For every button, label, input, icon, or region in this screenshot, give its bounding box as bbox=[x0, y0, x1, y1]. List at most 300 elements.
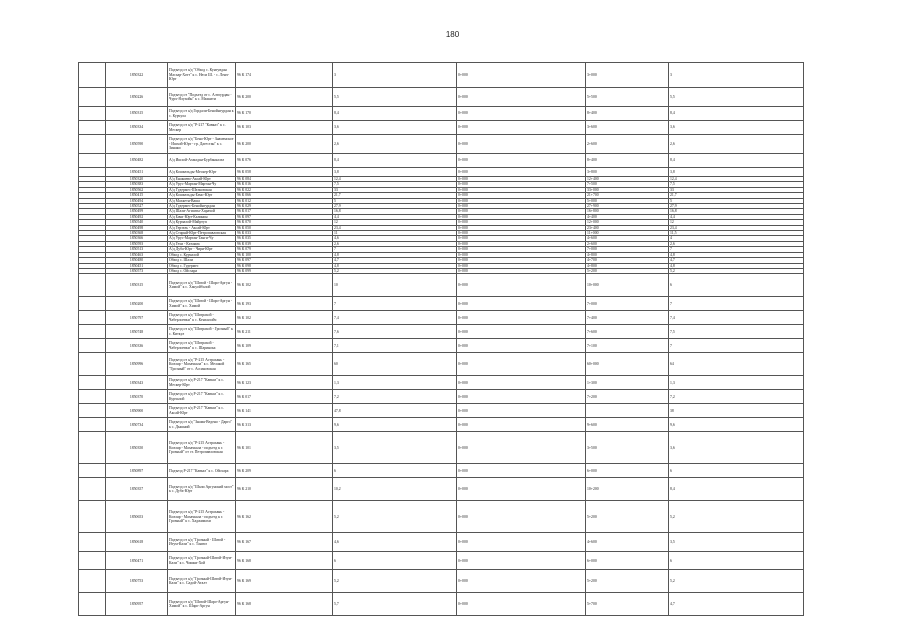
road-name: Подъезд от а/д "Р-215 Астрахань - Кизляр - Махачкала - подъезд к г. Грозный" от ст. Петропавловская bbox=[168, 432, 236, 464]
road-code: 96 К 174 bbox=[236, 63, 333, 88]
road-length: 9,6 bbox=[333, 418, 457, 432]
road-id: 1850451 bbox=[106, 168, 168, 177]
road-start: 0+000 bbox=[457, 121, 586, 135]
road-id: 1850368 bbox=[106, 231, 168, 236]
road-start: 0+000 bbox=[457, 297, 586, 311]
road-length: 33 bbox=[333, 187, 457, 192]
road-id: 1850797 bbox=[106, 311, 168, 325]
road-start: 0+000 bbox=[457, 209, 586, 214]
road-code: 96 К 162 bbox=[236, 501, 333, 533]
road-value: 27,9 bbox=[669, 204, 804, 209]
table-row bbox=[79, 501, 804, 533]
road-start: 0+000 bbox=[457, 236, 586, 241]
road-id: 1850540 bbox=[106, 220, 168, 225]
road-value: 4,4 bbox=[669, 214, 804, 219]
road-start: 0+000 bbox=[457, 268, 586, 273]
road-start: 0+000 bbox=[457, 263, 586, 268]
road-length: 60 bbox=[333, 353, 457, 376]
road-id: 1850492 bbox=[106, 214, 168, 219]
road-start: 0+000 bbox=[457, 339, 586, 353]
road-id: 1850573 bbox=[106, 268, 168, 273]
road-id: 1850618 bbox=[106, 533, 168, 552]
road-end: 5+200 bbox=[586, 570, 669, 593]
road-value: 3,6 bbox=[669, 121, 804, 135]
road-start: 0+000 bbox=[457, 204, 586, 209]
table-row bbox=[79, 570, 804, 593]
row-spacer bbox=[79, 297, 106, 311]
road-length: 5,5 bbox=[333, 88, 457, 107]
road-start: 0+000 bbox=[457, 353, 586, 376]
road-length: 4,7 bbox=[333, 258, 457, 263]
road-start: 0+000 bbox=[457, 432, 586, 464]
road-value: 5,2 bbox=[669, 501, 804, 533]
road-length: 5 bbox=[333, 198, 457, 203]
road-end: 21+700 bbox=[586, 193, 669, 198]
road-value: 2,6 bbox=[669, 135, 804, 154]
road-id: 1850200 bbox=[106, 297, 168, 311]
table-row bbox=[79, 88, 804, 107]
road-end: 5+200 bbox=[586, 501, 669, 533]
road-code: 96 К 209 bbox=[236, 464, 333, 478]
road-value: 7,4 bbox=[669, 311, 804, 325]
road-value: 3 bbox=[669, 63, 804, 88]
road-id: 1850499 bbox=[106, 209, 168, 214]
road-name: А/д Герзель - Аксай-Юрт bbox=[168, 225, 236, 230]
road-end: 4+700 bbox=[586, 258, 669, 263]
road-value: 16,8 bbox=[669, 209, 804, 214]
road-code: 96 К 123 bbox=[236, 376, 333, 390]
road-name: Обход с. Шали bbox=[168, 258, 236, 263]
road-start: 0+000 bbox=[457, 193, 586, 198]
road-value: 5,5 bbox=[669, 88, 804, 107]
road-end: 3+500 bbox=[586, 432, 669, 464]
road-start: 0+000 bbox=[457, 88, 586, 107]
road-value: 12,4 bbox=[669, 177, 804, 182]
road-id: 1850366 bbox=[106, 236, 168, 241]
road-length: 6 bbox=[333, 552, 457, 570]
table-row bbox=[79, 533, 804, 552]
road-end: 12+000 bbox=[586, 220, 669, 225]
road-value: 38 bbox=[669, 404, 804, 418]
road-value: 33 bbox=[669, 187, 804, 192]
road-start: 0+000 bbox=[457, 220, 586, 225]
road-name: Подъезд от а/д "Р-215 Астрахань - Кизляр - Махачкала - подъезд к г. Грозный" к с. Хаджимахи bbox=[168, 501, 236, 533]
road-value: 3,8 bbox=[669, 168, 804, 177]
road-value: 8,4 bbox=[669, 107, 804, 121]
road-id: 1850653 bbox=[106, 501, 168, 533]
road-name: Подъезд от а/д "Грозный - Шатой - Итум-Кали" к с. Тангиз bbox=[168, 533, 236, 552]
road-id: 1850471 bbox=[106, 552, 168, 570]
road-code: 96 К 313 bbox=[236, 418, 333, 432]
road-id: 1850527 bbox=[106, 204, 168, 209]
road-name: Подъезд от а/д "Знамя-Ведено - Дарго" к с. Дышний bbox=[168, 418, 236, 432]
road-length: 16,8 bbox=[333, 209, 457, 214]
table-row bbox=[79, 404, 804, 418]
road-code: 96 К 070 bbox=[236, 220, 333, 225]
road-length: 4,8 bbox=[333, 252, 457, 257]
road-end: 4+600 bbox=[586, 236, 669, 241]
road-code: 96 К 103 bbox=[236, 121, 333, 135]
road-length: 4,4 bbox=[333, 214, 457, 219]
table-row bbox=[79, 593, 804, 616]
road-id: 1850226 bbox=[106, 88, 168, 107]
road-start: 0+000 bbox=[457, 533, 586, 552]
road-code: 96 К 084 bbox=[236, 177, 333, 182]
road-name: А/д Урус-Мартан-Танги-Чу bbox=[168, 236, 236, 241]
road-length: 2,6 bbox=[333, 135, 457, 154]
row-spacer bbox=[79, 478, 106, 501]
row-spacer bbox=[79, 274, 106, 297]
road-end: 12+400 bbox=[586, 177, 669, 182]
row-spacer bbox=[79, 552, 106, 570]
road-value: 4,8 bbox=[669, 263, 804, 268]
row-spacer bbox=[79, 325, 106, 339]
row-spacer bbox=[79, 107, 106, 121]
road-code: 96 К 167 bbox=[236, 533, 333, 552]
road-end: 33+000 bbox=[586, 187, 669, 192]
road-value: 4,7 bbox=[669, 258, 804, 263]
road-id: 1850343 bbox=[106, 376, 168, 390]
road-length: 47,8 bbox=[333, 404, 457, 418]
road-id: 1850415 bbox=[106, 193, 168, 198]
road-id: 1850494 bbox=[106, 198, 168, 203]
table-row bbox=[79, 390, 804, 404]
table-row bbox=[79, 478, 804, 501]
road-length: 8,4 bbox=[333, 107, 457, 121]
road-value: 1,3 bbox=[669, 376, 804, 390]
road-code: 96 К 050 bbox=[236, 225, 333, 230]
road-id: 1850513 bbox=[106, 247, 168, 252]
road-start: 0+000 bbox=[457, 168, 586, 177]
road-value: 6 bbox=[669, 464, 804, 478]
road-value: 7,2 bbox=[669, 390, 804, 404]
road-id: 1850590 bbox=[106, 135, 168, 154]
road-end: 8+400 bbox=[586, 107, 669, 121]
road-start: 0+000 bbox=[457, 154, 586, 168]
table-row bbox=[79, 168, 804, 177]
road-value: 3,6 bbox=[669, 432, 804, 464]
road-code: 96 К 210 bbox=[236, 478, 333, 501]
road-end: 6+000 bbox=[586, 552, 669, 570]
table-row bbox=[79, 63, 804, 88]
row-spacer bbox=[79, 63, 106, 88]
road-length: 3,8 bbox=[333, 168, 457, 177]
road-code: 96 К 099 bbox=[236, 268, 333, 273]
table-row bbox=[79, 376, 804, 390]
road-start: 0+000 bbox=[457, 247, 586, 252]
road-end: 3+600 bbox=[586, 121, 669, 135]
road-code: 96 К 097 bbox=[236, 214, 333, 219]
road-start: 0+000 bbox=[457, 478, 586, 501]
road-start: 0+000 bbox=[457, 182, 586, 187]
road-length: 7,6 bbox=[333, 325, 457, 339]
road-start: 0+000 bbox=[457, 404, 586, 418]
road-start: 0+000 bbox=[457, 311, 586, 325]
road-end: 7+100 bbox=[586, 339, 669, 353]
row-spacer bbox=[79, 154, 106, 168]
road-start: 0+000 bbox=[457, 593, 586, 616]
road-end: 3+800 bbox=[586, 168, 669, 177]
road-id: 1850480 bbox=[106, 258, 168, 263]
road-code: 96 К 193 bbox=[236, 297, 333, 311]
road-id: 1850463 bbox=[106, 252, 168, 257]
road-value: 21,7 bbox=[669, 193, 804, 198]
road-length: 7 bbox=[333, 297, 457, 311]
table-row bbox=[79, 464, 804, 478]
road-id: 1850357 bbox=[106, 478, 168, 501]
road-name: Подъезд от а/д "Шатрахой - Грозный" к с. Киткул bbox=[168, 325, 236, 339]
road-id: 1850336 bbox=[106, 339, 168, 353]
road-id: 1850897 bbox=[106, 464, 168, 478]
road-length: 12 bbox=[333, 220, 457, 225]
road-code: 96 К 097 bbox=[236, 258, 333, 263]
row-spacer bbox=[79, 593, 106, 616]
road-code: 96 К 170 bbox=[236, 107, 333, 121]
table-row bbox=[79, 121, 804, 135]
road-name: А/д Енакиево-Аксай-Юрт bbox=[168, 177, 236, 182]
road-name: А/д Гехи - Катаяма bbox=[168, 241, 236, 246]
road-name: А/д Махкетн-Ваша bbox=[168, 198, 236, 203]
road-length: 21,7 bbox=[333, 193, 457, 198]
road-end: 9+600 bbox=[586, 418, 669, 432]
road-value: 12 bbox=[669, 220, 804, 225]
road-code: 96 К 200 bbox=[236, 135, 333, 154]
row-spacer bbox=[79, 390, 106, 404]
road-end: 2+600 bbox=[586, 241, 669, 246]
road-name: Подъезд от а/д "Бено-Юрт - Знаменское - Ишхой-Юрт - гр. Дагестан" к с. Зинаки bbox=[168, 135, 236, 154]
road-value: 9,6 bbox=[669, 418, 804, 432]
road-code: 96 К 017 bbox=[236, 390, 333, 404]
road-name: Подъезд Р-217 "Кавказ" к с. Ойсхара bbox=[168, 464, 236, 478]
road-code: 96 К 211 bbox=[236, 325, 333, 339]
road-end: 1+300 bbox=[586, 376, 669, 390]
road-name: А/д Дуба-Юрт - Чири-Юрт bbox=[168, 247, 236, 252]
road-start: 0+000 bbox=[457, 231, 586, 236]
road-name: Подъезд от а/д Р-217 "Кавказ" к с. Курчалой bbox=[168, 390, 236, 404]
road-value: 4 bbox=[669, 236, 804, 241]
row-spacer bbox=[79, 533, 106, 552]
road-code: 96 К 101 bbox=[236, 432, 333, 464]
road-name: Подъезд от а/д Р-217 "Кавказ" к с. Аксай-Юрт bbox=[168, 404, 236, 418]
road-value: 7 bbox=[669, 297, 804, 311]
road-code: 96 К 169 bbox=[236, 570, 333, 593]
road-value: 5,2 bbox=[669, 570, 804, 593]
road-start: 0+000 bbox=[457, 107, 586, 121]
road-id: 1850748 bbox=[106, 325, 168, 339]
road-code: 96 К 012 bbox=[236, 198, 333, 203]
road-start: 0+000 bbox=[457, 214, 586, 219]
road-code: 96 К 100 bbox=[236, 252, 333, 257]
row-spacer bbox=[79, 501, 106, 533]
road-length: 4,8 bbox=[333, 263, 457, 268]
road-name: Подъезд от а/д "Шатой - Шаро-Аргун - Химой" к с. Химой bbox=[168, 297, 236, 311]
road-code: 96 К 141 bbox=[236, 404, 333, 418]
road-code: 96 К 058 bbox=[236, 168, 333, 177]
road-id: 1850383 bbox=[106, 182, 168, 187]
road-start: 0+000 bbox=[457, 464, 586, 478]
road-length: 2,6 bbox=[333, 241, 457, 246]
road-end: 11+000 bbox=[586, 231, 669, 236]
road-name: Подъезд от а/д "Р-215 Астрахань - Кизляр - Махачкала" к с. Мелакой "Грозный" от с. Ассиновская bbox=[168, 353, 236, 376]
road-end: 23+400 bbox=[586, 225, 669, 230]
road-end: 5+700 bbox=[586, 593, 669, 616]
road-code: 96 К 022 bbox=[236, 187, 333, 192]
row-spacer bbox=[79, 311, 106, 325]
road-code: 96 К 098 bbox=[236, 263, 333, 268]
road-end: 5+500 bbox=[586, 88, 669, 107]
road-code: 96 К 168 bbox=[236, 552, 333, 570]
row-spacer bbox=[79, 464, 106, 478]
road-value: 4,7 bbox=[669, 593, 804, 616]
road-start: 0+000 bbox=[457, 63, 586, 88]
road-code: 96 К 165 bbox=[236, 353, 333, 376]
row-spacer bbox=[79, 432, 106, 464]
page-number: 180 bbox=[445, 30, 460, 39]
road-name: А/д Кошкельды-Бено-Юрт bbox=[168, 193, 236, 198]
road-length: 4,6 bbox=[333, 533, 457, 552]
table-row bbox=[79, 311, 804, 325]
road-start: 0+000 bbox=[457, 198, 586, 203]
road-name: Подъезд от а/д "Шатой-Шаро-Аргун-Химой" к с. Шаро-Аргун bbox=[168, 593, 236, 616]
road-length: 11 bbox=[333, 231, 457, 236]
road-end: 7+400 bbox=[586, 311, 669, 325]
road-name: Подъезд от а/д "Обход с. Кунтувдан Масхар-Хотт" к с. Неси Ш. - с. Ленч-Юрт bbox=[168, 63, 236, 88]
road-end: 4+800 bbox=[586, 252, 669, 257]
road-end: 4+600 bbox=[586, 533, 669, 552]
road-value: 7 bbox=[669, 339, 804, 353]
road-start: 0+000 bbox=[457, 187, 586, 192]
road-start: 0+000 bbox=[457, 376, 586, 390]
roads-table bbox=[78, 62, 804, 616]
row-spacer bbox=[79, 339, 106, 353]
road-name: Обход с. Курчалой bbox=[168, 252, 236, 257]
road-length: 7,4 bbox=[333, 311, 457, 325]
road-code: 96 К 016 bbox=[236, 182, 333, 187]
road-name: А/д Кошкельды-Мескер-Юрт bbox=[168, 168, 236, 177]
road-value: 3,5 bbox=[669, 533, 804, 552]
road-length: 3,5 bbox=[333, 432, 457, 464]
road-start: 0+000 bbox=[457, 258, 586, 263]
road-length: 7,1 bbox=[333, 339, 457, 353]
road-length: 6 bbox=[333, 464, 457, 478]
table-row bbox=[79, 353, 804, 376]
road-value: 6 bbox=[669, 274, 804, 297]
road-length: 10,2 bbox=[333, 478, 457, 501]
road-id: 1850734 bbox=[106, 418, 168, 432]
road-code: 96 К 017 bbox=[236, 209, 333, 214]
road-length: 7,2 bbox=[333, 390, 457, 404]
road-name: Подъезд от а/д "Шатрахой - Чаберлоевки" к с. Кенхилойч bbox=[168, 311, 236, 325]
road-value: 7,5 bbox=[669, 182, 804, 187]
road-code: 96 К 029 bbox=[236, 204, 333, 209]
road-length: 3,6 bbox=[333, 121, 457, 135]
road-start: 0+000 bbox=[457, 325, 586, 339]
road-value: 8,4 bbox=[669, 154, 804, 168]
road-name: Подъезд от а/д "Грозный-Шатой-Итум-Кали" к с. Чишки-Хой bbox=[168, 552, 236, 570]
table-row bbox=[79, 274, 804, 297]
road-id: 1850753 bbox=[106, 570, 168, 593]
road-start: 0+000 bbox=[457, 274, 586, 297]
road-end: 60+000 bbox=[586, 353, 669, 376]
row-spacer bbox=[79, 168, 106, 177]
table-row bbox=[79, 432, 804, 464]
table-row bbox=[79, 552, 804, 570]
road-code: 96 К 039 bbox=[236, 241, 333, 246]
table-row bbox=[79, 135, 804, 154]
road-value: 8,4 bbox=[669, 478, 804, 501]
road-id: 1850315 bbox=[106, 107, 168, 121]
row-spacer bbox=[79, 135, 106, 154]
row-spacer bbox=[79, 570, 106, 593]
road-length: 5,7 bbox=[333, 593, 457, 616]
road-length: 12,4 bbox=[333, 177, 457, 182]
road-id: 1850322 bbox=[106, 63, 168, 88]
road-start: 0+000 bbox=[457, 252, 586, 257]
road-code: 96 К 102 bbox=[236, 274, 333, 297]
road-end: 7+000 bbox=[586, 297, 669, 311]
road-start: 0+000 bbox=[457, 418, 586, 432]
row-spacer bbox=[79, 121, 106, 135]
road-end: 2+600 bbox=[586, 135, 669, 154]
road-end: 6+000 bbox=[586, 464, 669, 478]
road-name: А/д Ишхой-Ахмадан-Бурбанкальт bbox=[168, 154, 236, 168]
row-spacer bbox=[79, 418, 106, 432]
road-end bbox=[586, 404, 669, 418]
road-length: 7,5 bbox=[333, 182, 457, 187]
table-row bbox=[79, 107, 804, 121]
road-id: 1850498 bbox=[106, 225, 168, 230]
road-value: 23,4 bbox=[669, 225, 804, 230]
table-row bbox=[79, 297, 804, 311]
road-length: 8,4 bbox=[333, 154, 457, 168]
road-code: 96 К 033 bbox=[236, 231, 333, 236]
road-value: 11,5 bbox=[669, 231, 804, 236]
road-end: 3+000 bbox=[586, 63, 669, 88]
road-start: 0+000 bbox=[457, 177, 586, 182]
road-id: 1850315 bbox=[106, 274, 168, 297]
road-id: 1850900 bbox=[106, 404, 168, 418]
row-spacer bbox=[79, 376, 106, 390]
row-spacer bbox=[79, 353, 106, 376]
road-name: А/д Шали-Агишты-Харачой bbox=[168, 209, 236, 214]
road-start: 0+000 bbox=[457, 135, 586, 154]
road-id: 1850593 bbox=[106, 241, 168, 246]
road-length: 5,2 bbox=[333, 268, 457, 273]
road-code: 96 К 200 bbox=[236, 88, 333, 107]
road-end: 7+600 bbox=[586, 325, 669, 339]
table-row bbox=[79, 418, 804, 432]
road-name: Обход с. Ойсхара bbox=[168, 268, 236, 273]
road-length: 5,2 bbox=[333, 501, 457, 533]
road-start: 0+000 bbox=[457, 241, 586, 246]
road-name: Подъезд от а/д "Шатой - Шаро-Аргун - Химой" к с. Хакуойбалой bbox=[168, 274, 236, 297]
road-name: А/д Курчалой-Майртуп bbox=[168, 220, 236, 225]
road-name: Подъезд от а/д "Шали Аргунский мост" к с. Дуба-Юрт bbox=[168, 478, 236, 501]
road-id: 1850370 bbox=[106, 390, 168, 404]
road-end: 7+000 bbox=[586, 247, 669, 252]
road-name: Обход с. Гудермес bbox=[168, 263, 236, 268]
road-code: 96 К 109 bbox=[236, 339, 333, 353]
road-name: Подъезд от "Подъезд от с. Алтоурдан - Чурх-Ялухойн" к с. Махкити bbox=[168, 88, 236, 107]
road-length: 7 bbox=[333, 247, 457, 252]
road-end: 4+400 bbox=[586, 214, 669, 219]
road-length: 4,6 bbox=[333, 236, 457, 241]
road-name: Подъезд от а/д Р-217 "Кавказ" к с. Мескер-Юрт bbox=[168, 376, 236, 390]
road-end: 4+800 bbox=[586, 263, 669, 268]
road-code: 96 К 035 bbox=[236, 236, 333, 241]
road-value: 64 bbox=[669, 353, 804, 376]
road-end: 5+000 bbox=[586, 198, 669, 203]
